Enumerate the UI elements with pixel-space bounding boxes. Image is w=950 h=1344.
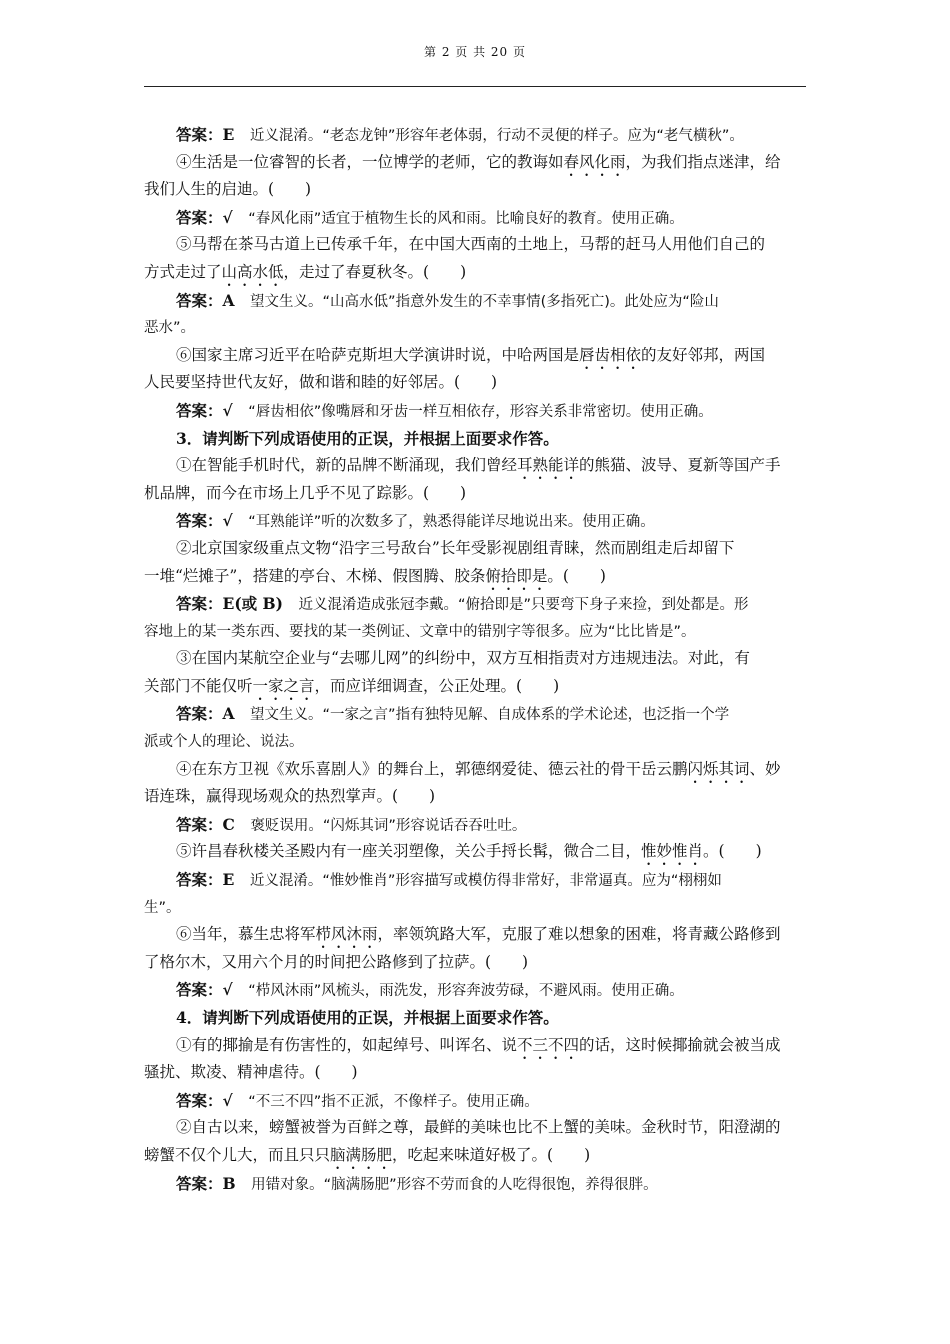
question-text: 了格尔木，又用六个月的时间把公路修到了拉萨。( ) (144, 952, 529, 971)
idiom-emphasis: 春风化雨 (563, 152, 626, 171)
answer-line (144, 397, 806, 425)
question-continuation-line (144, 369, 806, 397)
question-text: ，而应详细调查，公正处理。( ) (314, 676, 560, 695)
answer-code: √ (222, 511, 249, 531)
answer-label: 答案： (176, 980, 223, 1000)
question-text: ，走过了春夏秋冬。( ) (283, 262, 467, 281)
document-body (144, 121, 806, 1197)
question-text: 、妙 (749, 759, 781, 778)
question-continuation-line (144, 1142, 806, 1170)
question-text: ⑤马帮在茶马古道上已传承千年，在中国大西南的土地上，马帮的赶马人用他们自己的 (176, 235, 766, 254)
answer-label: 答案： (176, 290, 223, 310)
idiom-emphasis: 不三不四 (517, 1035, 580, 1054)
answer-label: 答案： (176, 870, 223, 890)
question-text: ②自古以来，螃蟹被誉为百鲜之尊，最鲜的美味也比不上蟹的美味。金秋时节，阳澄湖的 (176, 1118, 781, 1137)
section-heading-text: 4．请判断下列成语使用的正误，并根据上面要求作答。 (176, 1008, 559, 1027)
question-text: 人民要坚持世代友好，做和谐和睦的好邻居。( ) (144, 373, 498, 392)
question-text: 。( ) (547, 566, 606, 585)
question-text: ，吃起来味道好极了。( ) (392, 1145, 591, 1164)
question-line (144, 149, 806, 177)
answer-code: E (222, 125, 250, 144)
answer-label: 答案： (176, 1090, 223, 1110)
idiom-emphasis: 一家之言 (252, 676, 315, 695)
answer-code: √ (222, 400, 249, 420)
answer-text: 近义混淆造成张冠李戴。“俯拾即是”只要弯下身子来捡，到处都是。形 (298, 597, 749, 614)
question-continuation-line (144, 176, 806, 204)
answer-text: 容地上的某一类东西、要找的某一类例证、文章中的错别字等很多。应为“比比皆是”。 (144, 623, 696, 640)
answer-continuation-line (144, 728, 806, 756)
question-text: 一堆“烂摊子”，搭建的亭台、木梯、假图腾、胶条 (144, 566, 486, 585)
idiom-emphasis: 唇齿相依 (579, 345, 642, 364)
answer-code: √ (222, 980, 249, 1000)
answer-label: 答案： (176, 1173, 223, 1193)
answer-code: C (222, 814, 251, 834)
answer-label: 答案： (176, 704, 223, 724)
page-header (144, 6, 806, 87)
answer-text: “唇齿相依”像嘴唇和牙齿一样互相依存，形容关系非常密切。使用正确。 (248, 403, 713, 420)
question-line (144, 452, 806, 480)
answer-code: √ (222, 1090, 249, 1110)
answer-line (144, 811, 806, 839)
idiom-emphasis: 栉风沐雨 (315, 925, 378, 944)
answer-label: 答案： (176, 207, 223, 227)
idiom-emphasis: 俯拾即是 (485, 566, 548, 585)
answer-line (144, 287, 806, 315)
question-text: 关部门不能仅听 (144, 676, 253, 695)
section-heading (144, 425, 806, 453)
idiom-emphasis: 惟妙惟肖 (641, 842, 704, 861)
idiom-emphasis: 耳熟能详 (517, 456, 580, 475)
answer-text: 望文生义。“山高水低”指意外发生的不幸事情(多指死亡)。此处应为“险山 (250, 293, 719, 310)
question-text: 方式走过了 (144, 262, 222, 281)
question-text: ⑥国家主席习近平在哈萨克斯坦大学演讲时说，中哈两国是 (176, 345, 580, 364)
answer-code: A (222, 290, 251, 310)
answer-text: 近义混淆。“惟妙惟肖”形容描写或模仿得非常好，非常逼真。应为“栩栩如 (249, 873, 722, 890)
question-text: ②北京国家级重点文物“沿字三号敌台”长年受影视剧组青睐，然而剧组走后却留下 (176, 538, 735, 557)
answer-continuation-line (144, 618, 806, 646)
question-text: ，为我们指点迷津，给 (625, 152, 781, 171)
answer-line (144, 121, 806, 149)
answer-label: 答案： (176, 511, 223, 531)
question-continuation-line (144, 949, 806, 977)
answer-text: 用错对象。“脑满肠肥”形容不劳而食的人吃得很饱，养得很胖。 (251, 1176, 658, 1193)
question-continuation-line (144, 1059, 806, 1087)
question-line (144, 838, 806, 866)
answer-line (144, 1170, 806, 1198)
question-text: ⑥当年，慕生忠将军 (176, 925, 316, 944)
answer-label: 答案： (176, 125, 223, 144)
answer-line (144, 590, 806, 618)
question-text: 机品牌，而今在市场上几乎不见了踪影。( ) (144, 483, 467, 502)
answer-text: 褒贬误用。“闪烁其词”形容说话吞吞吐吐。 (250, 817, 527, 834)
question-line (144, 1114, 806, 1142)
section-heading (144, 1004, 806, 1032)
answer-text: “栉风沐雨”风梳头，雨洗发，形容奔波劳碌，不避风雨。使用正确。 (248, 983, 684, 1000)
question-text: 的话，这时候揶揄就会被当成 (579, 1035, 781, 1054)
answer-code: E(或 B) (222, 594, 299, 614)
answer-text: 望文生义。“一家之言”指有独特见解、自成体系的学术论述，也泛指一个学 (250, 707, 730, 724)
question-text: 骚扰、欺凌、精神虐待。( ) (144, 1063, 358, 1082)
answer-text: “耳熟能详”听的次数多了，熟悉得能详尽地说出来。使用正确。 (248, 514, 655, 531)
answer-label: 答案： (176, 594, 223, 614)
answer-continuation-line (144, 314, 806, 342)
answer-code: A (222, 704, 251, 724)
question-line (144, 645, 806, 673)
question-line (144, 535, 806, 563)
answer-text: “不三不四”指不正派，不像样子。使用正确。 (248, 1093, 539, 1110)
answer-text: 生”。 (144, 899, 181, 916)
question-continuation-line (144, 673, 806, 701)
question-text: ④在东方卫视《欢乐喜剧人》的舞台上，郭德纲爱徒、德云社的骨干岳云鹏 (176, 759, 688, 778)
answer-line (144, 976, 806, 1004)
question-text: ，率领筑路大军，克服了难以想象的困难，将青藏公路修到 (377, 925, 781, 944)
question-text: 的熊猫、波导、夏新等国产手 (579, 456, 781, 475)
answer-text: 恶水”。 (144, 320, 196, 337)
question-text: 的友好邻邦，两国 (641, 345, 766, 364)
question-text: ①在智能手机时代，新的品牌不断涌现，我们曾经 (176, 456, 518, 475)
question-line (144, 1032, 806, 1060)
question-continuation-line (144, 259, 806, 287)
question-text: 语连珠，赢得现场观众的热烈掌声。( ) (144, 787, 436, 806)
answer-line (144, 507, 806, 535)
answer-line (144, 700, 806, 728)
answer-continuation-line (144, 894, 806, 922)
idiom-emphasis: 山高水低 (221, 262, 284, 281)
question-line (144, 231, 806, 259)
answer-code: √ (222, 207, 249, 227)
question-line (144, 342, 806, 370)
question-text: ⑤许昌春秋楼关圣殿内有一座关羽塑像，关公手捋长髯，微合二目， (176, 842, 642, 861)
question-continuation-line (144, 480, 806, 508)
question-text: ③在国内某航空企业与“去哪儿网”的纠纷中，双方互相指责对方违规违法。对此，有 (176, 649, 750, 668)
question-line (144, 756, 806, 784)
question-text: 螃蟹不仅个儿大，而且只只 (144, 1145, 331, 1164)
answer-text: “春风化雨”适宜于植物生长的风和雨。比喻良好的教育。使用正确。 (248, 210, 684, 227)
question-text: 。( ) (703, 842, 762, 861)
answer-text: 派或个人的理论、说法。 (144, 734, 304, 751)
answer-line (144, 204, 806, 232)
question-text: ④生活是一位睿智的长者，一位博学的老师，它的教诲如 (176, 152, 564, 171)
answer-code: E (222, 870, 250, 890)
answer-text: 近义混淆。“老态龙钟”形容年老体弱，行动不灵便的样子。应为“老气横秋”。 (249, 128, 744, 144)
page-number-label: 第 2 页 共 20 页 (424, 45, 526, 59)
question-continuation-line (144, 563, 806, 591)
question-text: ①有的揶揄是有伤害性的，如起绰号、叫诨名、说 (176, 1035, 518, 1054)
idiom-emphasis: 脑满肠肥 (330, 1145, 393, 1164)
answer-line (144, 1087, 806, 1115)
question-text: 我们人生的启迪。( ) (144, 180, 312, 199)
question-continuation-line (144, 783, 806, 811)
idiom-emphasis: 闪烁其词 (687, 759, 750, 778)
question-line (144, 921, 806, 949)
answer-line (144, 866, 806, 894)
answer-label: 答案： (176, 400, 223, 420)
answer-label: 答案： (176, 814, 223, 834)
answer-code: B (222, 1173, 252, 1193)
section-heading-text: 3．请判断下列成语使用的正误，并根据上面要求作答。 (176, 428, 559, 448)
